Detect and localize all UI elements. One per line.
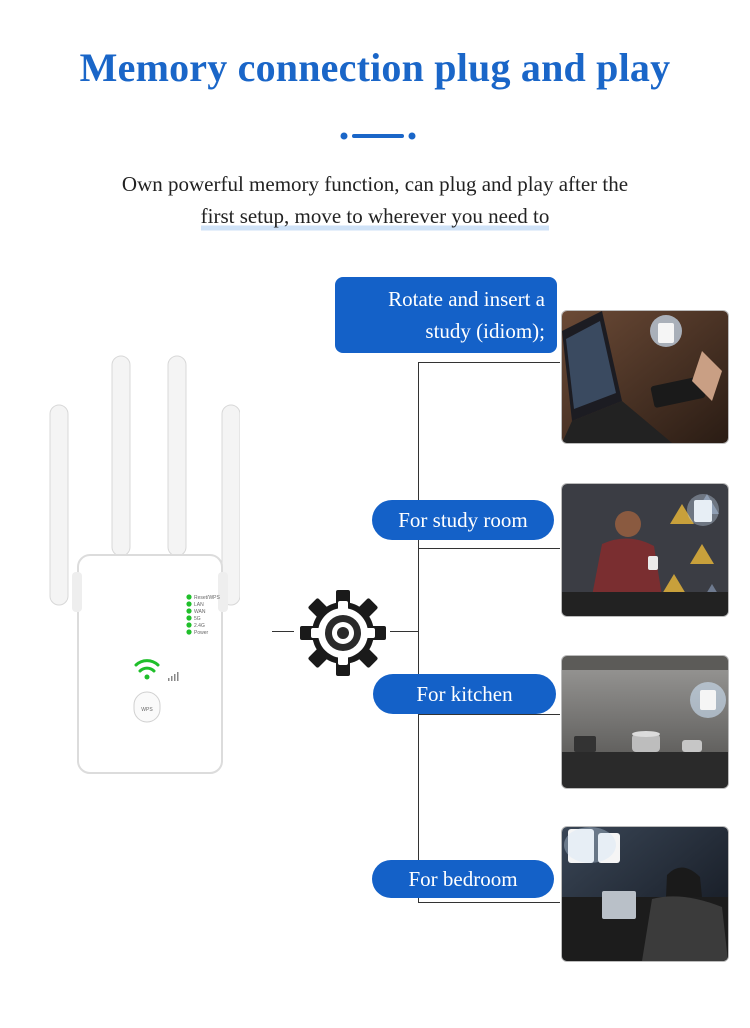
branch-line-1 (418, 362, 560, 363)
router-illustration (40, 350, 240, 775)
led-label-24g: 2.4G (194, 623, 205, 629)
connector-line-right (390, 631, 418, 632)
scene-label-1-line-1: Rotate and insert a (388, 287, 545, 311)
subtitle (0, 168, 750, 232)
led-label-5g: 5G (194, 616, 201, 622)
scene-photo-kitchen (561, 655, 729, 789)
gear-icon (298, 588, 388, 678)
led-label-lan: LAN (194, 602, 204, 608)
led-label-reset: Reset/WPS (194, 595, 220, 601)
wps-button[interactable] (134, 692, 160, 722)
scene-label-3: For kitchen (373, 674, 556, 714)
scene-label-4: For bedroom (372, 860, 554, 898)
scene-label-1 (335, 277, 557, 353)
wps-button-label: WPS (141, 707, 153, 713)
scene-label-1-line-2: study (idiom); (425, 319, 545, 343)
scene-label-2: For study room (372, 500, 554, 540)
branch-line-3 (418, 714, 560, 715)
subtitle-line-1: Own powerful memory function, can plug and play after the (121, 172, 629, 196)
subtitle-line-2: first setup, move to wherever you need to (201, 200, 550, 232)
title-divider (340, 132, 416, 140)
branch-line-2 (418, 548, 560, 549)
page-title: Memory connection plug and play (79, 45, 671, 90)
scene-photo-study-laptop (561, 310, 729, 444)
branch-line-4 (418, 902, 560, 903)
scene-photo-bedroom (561, 826, 729, 962)
trunk-line (418, 362, 419, 902)
connector-line-left (272, 631, 294, 632)
led-label-wan: WAN (194, 609, 206, 615)
scene-photo-study-room (561, 483, 729, 617)
led-label-power: Power (194, 630, 209, 636)
